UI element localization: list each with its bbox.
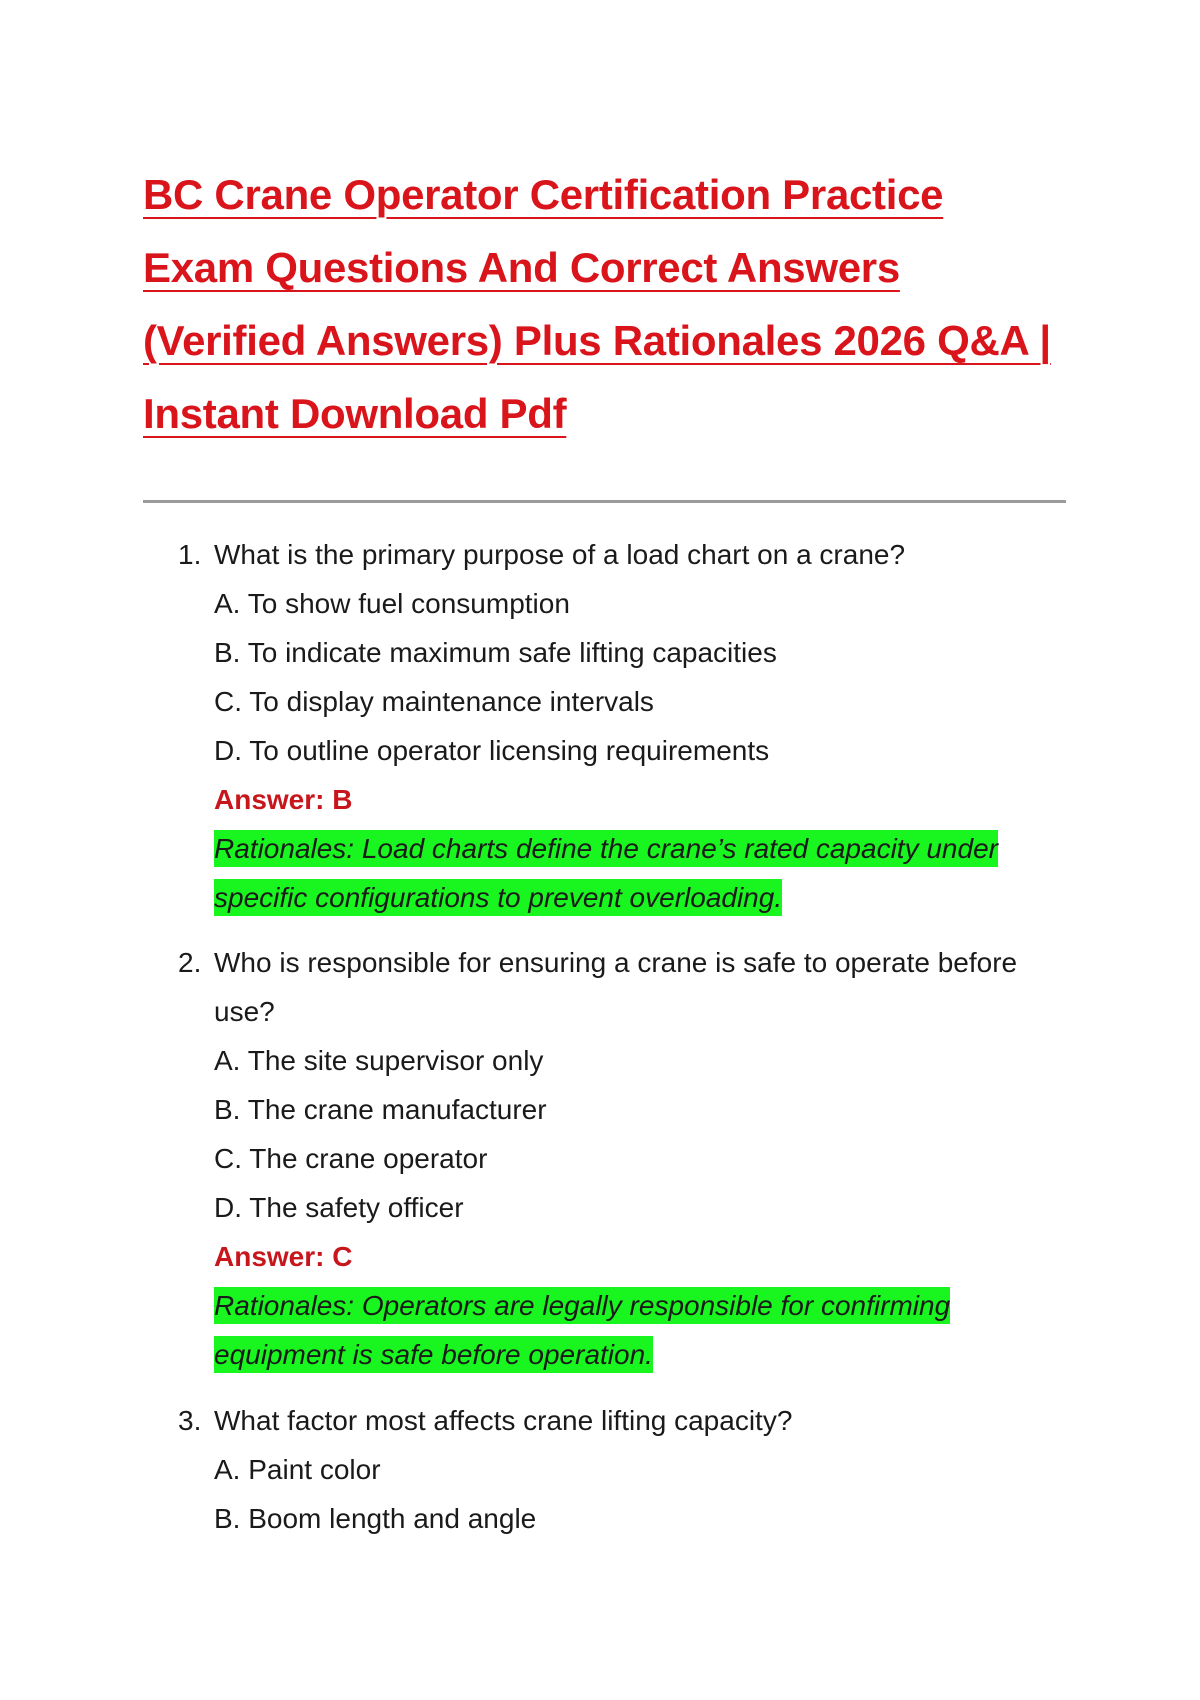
title-divider [143, 500, 1066, 503]
rationale-text [214, 1281, 1034, 1379]
option-a: A. Paint color [214, 1454, 381, 1485]
question-number: 3. [178, 1405, 202, 1436]
answer-label: Answer: C [214, 1241, 353, 1272]
question-text: What is the primary purpose of a load chart on a crane? [214, 539, 906, 570]
question-number: 1. [178, 539, 202, 570]
option-b: B. To indicate maximum safe lifting capacities [214, 637, 777, 668]
rationale-highlight: Rationales: Operators are legally responsible for confirming equipment is safe before operation. [214, 1287, 950, 1373]
option-d: D. To outline operator licensing requirements [214, 735, 770, 766]
question-text: Who is responsible for ensuring a crane is safe to operate before use? [214, 947, 1018, 1027]
rationale-highlight: Rationales: Load charts define the crane’s rated capacity under specific configurations to prevent overloading. [214, 830, 998, 916]
question-number: 2. [178, 947, 202, 978]
option-b: B. The crane manufacturer [214, 1094, 547, 1125]
question-body [214, 530, 1054, 922]
option-a: A. To show fuel consumption [214, 588, 570, 619]
question-body [214, 1396, 1054, 1543]
option-c: C. To display maintenance intervals [214, 686, 654, 717]
option-c: C. The crane operator [214, 1143, 488, 1174]
option-b: B. Boom length and angle [214, 1503, 537, 1534]
option-d: D. The safety officer [214, 1192, 464, 1223]
rationale-text [214, 824, 1034, 922]
option-a: A. The site supervisor only [214, 1045, 544, 1076]
document-title: BC Crane Operator Certification Practice Exam Questions And Correct Answers (Verified Answers) Plus Rationales 2026 Q&A | Instant Download Pdf [143, 171, 1051, 437]
question-body [214, 938, 1054, 1379]
answer-label: Answer: B [214, 784, 353, 815]
question-text: What factor most affects crane lifting capacity? [214, 1405, 793, 1436]
